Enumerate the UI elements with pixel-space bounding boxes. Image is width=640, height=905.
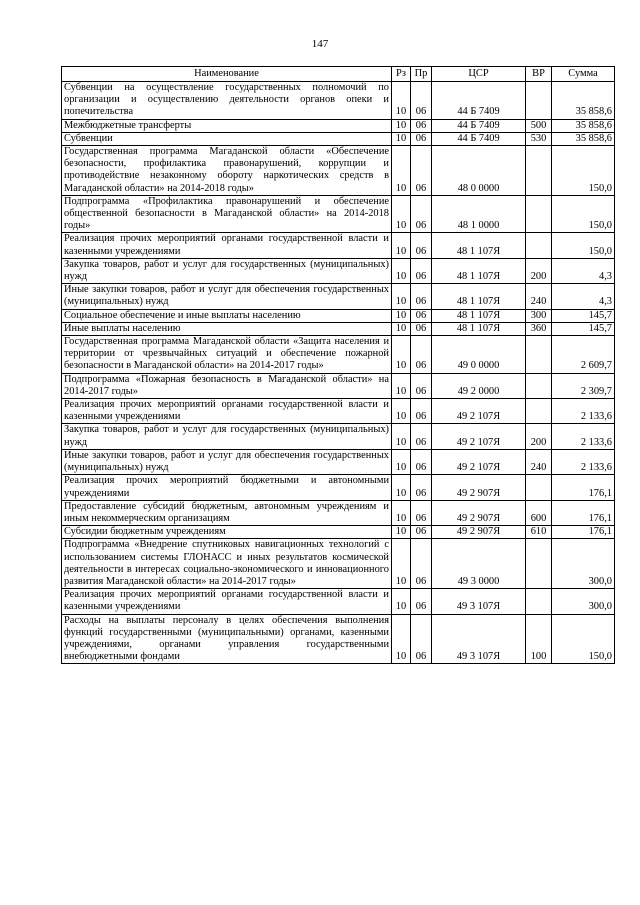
cell-sum: 150,0 (552, 233, 615, 258)
cell-csr: 49 2 107Я (432, 424, 526, 449)
cell-sum: 35 858,6 (552, 132, 615, 145)
table-row (62, 309, 615, 322)
cell-rz: 10 (392, 322, 411, 335)
cell-csr: 49 2 107Я (432, 449, 526, 474)
cell-name: Расходы на выплаты персоналу в целях обеспечения выполнения функций государственными (муниципальными) органами, казенными учреждениями, органами управления государственными внебюджетными фондами (62, 614, 392, 664)
cell-csr: 49 2 0000 (432, 373, 526, 398)
table-row (62, 475, 615, 500)
cell-name: Субвенции (62, 132, 392, 145)
budget-table (61, 66, 615, 664)
cell-pr: 06 (411, 309, 432, 322)
table-row (62, 399, 615, 424)
cell-rz: 10 (392, 336, 411, 374)
table-body (62, 82, 615, 664)
table-row (62, 284, 615, 309)
cell-vr (526, 233, 552, 258)
cell-vr (526, 475, 552, 500)
cell-name: Государственная программа Магаданской области «Защита населения и территории от чрезвычайных ситуаций и обеспечение пожарной безопасности в Магаданской области» на 2014-2017 годы» (62, 336, 392, 374)
header-sum: Сумма (552, 67, 615, 82)
cell-name: Межбюджетные трансферты (62, 119, 392, 132)
table-row (62, 119, 615, 132)
cell-csr: 48 1 0000 (432, 195, 526, 233)
table-row (62, 195, 615, 233)
cell-sum: 35 858,6 (552, 119, 615, 132)
table-row (62, 146, 615, 196)
cell-vr: 360 (526, 322, 552, 335)
table-row (62, 614, 615, 664)
header-vr: ВР (526, 67, 552, 82)
cell-rz: 10 (392, 258, 411, 283)
cell-vr: 240 (526, 449, 552, 474)
cell-pr: 06 (411, 589, 432, 614)
cell-sum: 150,0 (552, 195, 615, 233)
cell-csr: 48 1 107Я (432, 233, 526, 258)
cell-sum: 2 309,7 (552, 373, 615, 398)
cell-pr: 06 (411, 539, 432, 589)
cell-vr (526, 399, 552, 424)
cell-pr: 06 (411, 119, 432, 132)
cell-sum: 2 133,6 (552, 449, 615, 474)
cell-name: Реализация прочих мероприятий органами государственной власти и казенными учреждениями (62, 233, 392, 258)
cell-pr: 06 (411, 424, 432, 449)
table-row (62, 424, 615, 449)
cell-rz: 10 (392, 614, 411, 664)
cell-vr (526, 539, 552, 589)
cell-sum: 2 133,6 (552, 399, 615, 424)
table-row (62, 82, 615, 120)
cell-vr (526, 589, 552, 614)
cell-pr: 06 (411, 132, 432, 145)
header-pr: Пр (411, 67, 432, 82)
cell-name: Подпрограмма «Внедрение спутниковых навигационных технологий с использованием системы ГЛОНАСС и иных результатов космической деятельности в интересах социально-экономического и инновационного развития Магаданской области» на 2014-2017 годы» (62, 539, 392, 589)
cell-name: Государственная программа Магаданской области «Обеспечение безопасности, профилактика правонарушений, коррупции и противодействие незаконному обороту наркотических средств в Магаданской области» на 2014-2018 годы» (62, 146, 392, 196)
cell-csr: 44 Б 7409 (432, 132, 526, 145)
cell-name: Иные выплаты населению (62, 322, 392, 335)
cell-rz: 10 (392, 284, 411, 309)
cell-csr: 49 2 907Я (432, 500, 526, 525)
cell-csr: 49 0 0000 (432, 336, 526, 374)
table-row (62, 539, 615, 589)
cell-rz: 10 (392, 132, 411, 145)
cell-rz: 10 (392, 526, 411, 539)
cell-pr: 06 (411, 500, 432, 525)
table-row (62, 589, 615, 614)
cell-sum: 150,0 (552, 614, 615, 664)
cell-rz: 10 (392, 309, 411, 322)
cell-vr (526, 82, 552, 120)
cell-name: Иные закупки товаров, работ и услуг для обеспечения государственных (муниципальных) нужд (62, 284, 392, 309)
cell-pr: 06 (411, 373, 432, 398)
cell-sum: 35 858,6 (552, 82, 615, 120)
cell-pr: 06 (411, 526, 432, 539)
cell-pr: 06 (411, 195, 432, 233)
table-row (62, 449, 615, 474)
cell-rz: 10 (392, 424, 411, 449)
cell-vr: 600 (526, 500, 552, 525)
cell-name: Реализация прочих мероприятий органами государственной власти и казенными учреждениями (62, 399, 392, 424)
cell-csr: 48 0 0000 (432, 146, 526, 196)
cell-name: Закупка товаров, работ и услуг для государственных (муниципальных) нужд (62, 424, 392, 449)
table-row (62, 336, 615, 374)
cell-pr: 06 (411, 336, 432, 374)
cell-pr: 06 (411, 614, 432, 664)
cell-pr: 06 (411, 475, 432, 500)
table-row (62, 258, 615, 283)
cell-sum: 4,3 (552, 284, 615, 309)
cell-csr: 44 Б 7409 (432, 82, 526, 120)
cell-rz: 10 (392, 399, 411, 424)
cell-csr: 48 1 107Я (432, 309, 526, 322)
cell-vr: 300 (526, 309, 552, 322)
table-row (62, 132, 615, 145)
cell-sum: 300,0 (552, 589, 615, 614)
cell-rz: 10 (392, 475, 411, 500)
cell-vr: 200 (526, 424, 552, 449)
cell-pr: 06 (411, 146, 432, 196)
cell-pr: 06 (411, 399, 432, 424)
cell-vr: 500 (526, 119, 552, 132)
cell-sum: 4,3 (552, 258, 615, 283)
cell-sum: 300,0 (552, 539, 615, 589)
cell-vr: 200 (526, 258, 552, 283)
cell-name: Иные закупки товаров, работ и услуг для обеспечения государственных (муниципальных) нужд (62, 449, 392, 474)
cell-name: Субсидии бюджетным учреждениям (62, 526, 392, 539)
cell-name: Подпрограмма «Профилактика правонарушений и обеспечение общественной безопасности в Магаданской области» на 2014-2018 годы» (62, 195, 392, 233)
cell-name: Подпрограмма «Пожарная безопасность в Магаданской области» на 2014-2017 годы» (62, 373, 392, 398)
cell-rz: 10 (392, 119, 411, 132)
cell-name: Субвенции на осуществление государственных полномочий по организации и осуществлению деятельности органов опеки и попечительства (62, 82, 392, 120)
header-rz: Рз (392, 67, 411, 82)
cell-sum: 150,0 (552, 146, 615, 196)
table-row (62, 233, 615, 258)
table-row (62, 322, 615, 335)
cell-vr: 610 (526, 526, 552, 539)
cell-sum: 2 609,7 (552, 336, 615, 374)
cell-vr (526, 336, 552, 374)
cell-vr: 100 (526, 614, 552, 664)
cell-csr: 49 3 0000 (432, 539, 526, 589)
cell-rz: 10 (392, 500, 411, 525)
cell-rz: 10 (392, 373, 411, 398)
cell-csr: 49 2 107Я (432, 399, 526, 424)
cell-name: Предоставление субсидий бюджетным, автономным учреждениям и иным некоммерческим организациям (62, 500, 392, 525)
cell-pr: 06 (411, 82, 432, 120)
cell-vr (526, 195, 552, 233)
cell-name: Закупка товаров, работ и услуг для государственных (муниципальных) нужд (62, 258, 392, 283)
cell-csr: 44 Б 7409 (432, 119, 526, 132)
cell-pr: 06 (411, 258, 432, 283)
cell-csr: 48 1 107Я (432, 322, 526, 335)
cell-sum: 145,7 (552, 309, 615, 322)
cell-csr: 49 3 107Я (432, 614, 526, 664)
cell-pr: 06 (411, 284, 432, 309)
cell-rz: 10 (392, 82, 411, 120)
cell-csr: 48 1 107Я (432, 258, 526, 283)
cell-rz: 10 (392, 146, 411, 196)
page-number: 147 (311, 38, 329, 50)
table-header-row (62, 67, 615, 82)
table-row (62, 500, 615, 525)
cell-pr: 06 (411, 449, 432, 474)
cell-name: Реализация прочих мероприятий органами государственной власти и казенными учреждениями (62, 589, 392, 614)
cell-sum: 176,1 (552, 500, 615, 525)
cell-rz: 10 (392, 539, 411, 589)
cell-csr: 49 3 107Я (432, 589, 526, 614)
cell-csr: 49 2 907Я (432, 526, 526, 539)
header-csr: ЦСР (432, 67, 526, 82)
cell-sum: 176,1 (552, 475, 615, 500)
table-row (62, 373, 615, 398)
cell-rz: 10 (392, 449, 411, 474)
table-row (62, 526, 615, 539)
cell-pr: 06 (411, 322, 432, 335)
cell-rz: 10 (392, 589, 411, 614)
cell-name: Реализация прочих мероприятий бюджетными и автономными учреждениями (62, 475, 392, 500)
cell-rz: 10 (392, 195, 411, 233)
header-name: Наименование (62, 67, 392, 82)
cell-pr: 06 (411, 233, 432, 258)
cell-name: Социальное обеспечение и иные выплаты населению (62, 309, 392, 322)
cell-sum: 145,7 (552, 322, 615, 335)
cell-rz: 10 (392, 233, 411, 258)
cell-vr: 530 (526, 132, 552, 145)
cell-csr: 48 1 107Я (432, 284, 526, 309)
cell-sum: 176,1 (552, 526, 615, 539)
cell-sum: 2 133,6 (552, 424, 615, 449)
cell-csr: 49 2 907Я (432, 475, 526, 500)
cell-vr: 240 (526, 284, 552, 309)
cell-vr (526, 373, 552, 398)
cell-vr (526, 146, 552, 196)
